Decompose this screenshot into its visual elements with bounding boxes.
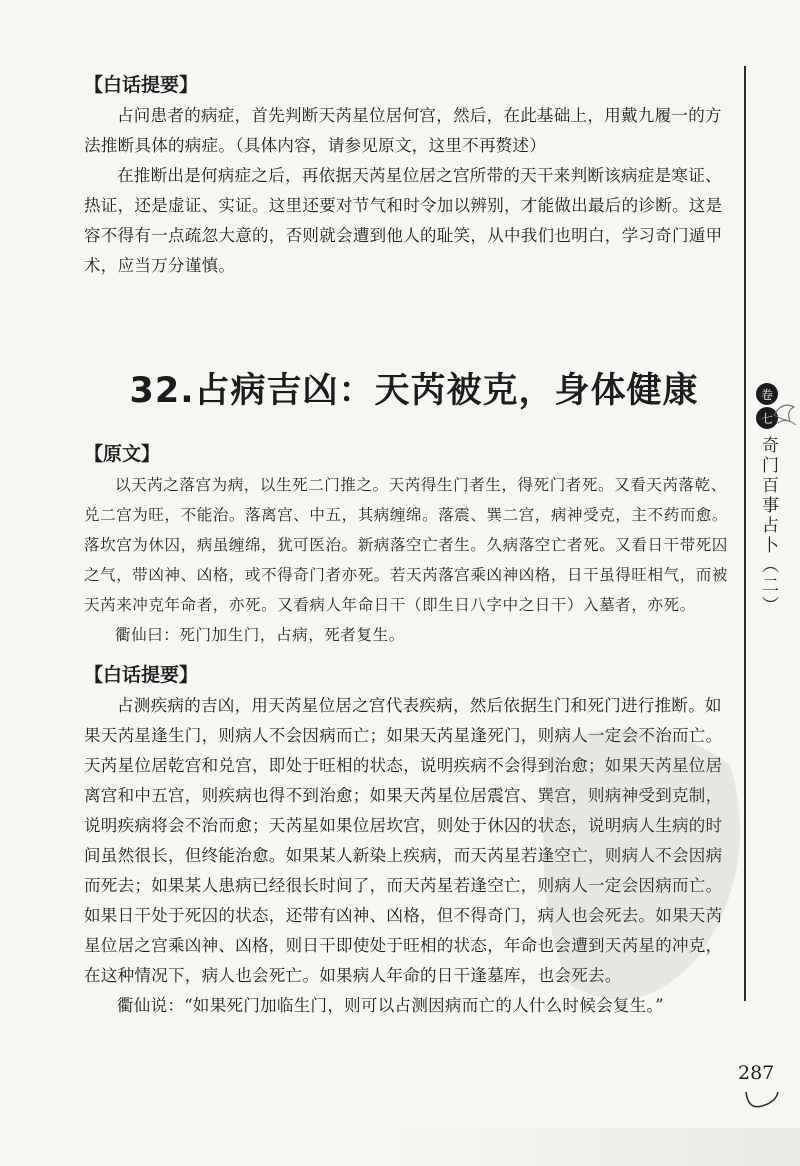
page-number: 287	[738, 1062, 775, 1084]
section2-paragraph-2: 衢仙说：“如果死门加临生门，则可以占测因病而亡的人什么时候会复生。”	[117, 996, 664, 1015]
page-curl-icon	[742, 1088, 782, 1114]
ornament-icon	[770, 395, 800, 435]
chapter-badge-bottom: 七	[756, 407, 778, 429]
section1-paragraph-1: 占问患者的病症，首先判断天芮星位居何宫，然后，在此基础上，用戴九履一的方法推断具体的病症。（具体内容，请参见原文，这里不再赘述）	[84, 106, 722, 155]
section2-heading: 【白话提要】	[84, 664, 199, 686]
running-title: 奇门百事占卜（二）	[758, 436, 778, 616]
original-paragraph-1: 以天芮之落宫为病，以生死二门推之。天芮得生门者生，得死门者死。又看天芮落乾、兑二宫为旺，不能治。落离宫、中五，其病缠绵。落震、巽二宫，病神受克，主不药而愈。落坎宫为休囚，病虽缠绵，犹可医治。新病落空亡者生。久病落空亡者死。又看日干带死囚之气，带凶神、凶格，或不得奇门者亦死。若天芮落宫乘凶神凶格，日干虽得旺相气，而被天芮来冲克年命者，亦死。又看病人年命日干（即生日八字中之日干）入墓者，亦死。	[84, 476, 729, 614]
chapter-badge-top: 卷	[756, 383, 778, 405]
scan-shadow	[380, 1128, 800, 1166]
section1-paragraph-2: 在推断出是何病症之后，再依据天芮星位居之宫所带的天干来判断该病症是寒证、热证，还是虚证、实证。这里还要对节气和时令加以辨别，才能做出最后的诊断。这是容不得有一点疏忽大意的，否则就会遭到他人的耻笑，从中我们也明白，学习奇门遁甲术，应当万分谨慎。	[84, 166, 723, 275]
original-heading: 【原文】	[84, 443, 161, 465]
section-title: 32.占病吉凶：天芮被克，身体健康	[129, 371, 699, 411]
watermark-icon	[530, 705, 760, 1025]
original-paragraph-2: 衢仙曰：死门加生门，占病，死者复生。	[115, 626, 405, 644]
section1-heading: 【白话提要】	[84, 74, 199, 96]
section2-paragraph-1: 占测疾病的吉凶，用天芮星位居之宫代表疾病，然后依据生门和死门进行推断。如果天芮星逢生门，则病人不会因病而亡；如果天芮星逢死门，则病人一定会不治而亡。天芮星位居乾宫和兑宫，即处于旺相的状态，说明疾病不会得到治愈；如果天芮星位居离宫和中五宫，则疾病也得不到治愈；如果天芮星位居震宫、巽宫，则病神受到克制，说明疾病将会不治而愈；天芮星如果位居坎宫，则处于休囚的状态，说明病人生病的时间虽然很长，但终能治愈。如果某人新染上疾病，而天芮星若逢空亡，则病人不会因病而死去；如果某人患病已经很长时间了，而天芮星若逢空亡，则病人一定会因病而亡。如果日干处于死囚的状态，还带有凶神、凶格，但不得奇门，病人也会死去。如果天芮星位居之宫乘凶神、凶格，则日干即使处于旺相的状态，年命也会遭到天芮星的冲克，在这种情况下，病人也会死亡。如果病人年命的日干逢墓库，也会死去。	[84, 696, 723, 985]
